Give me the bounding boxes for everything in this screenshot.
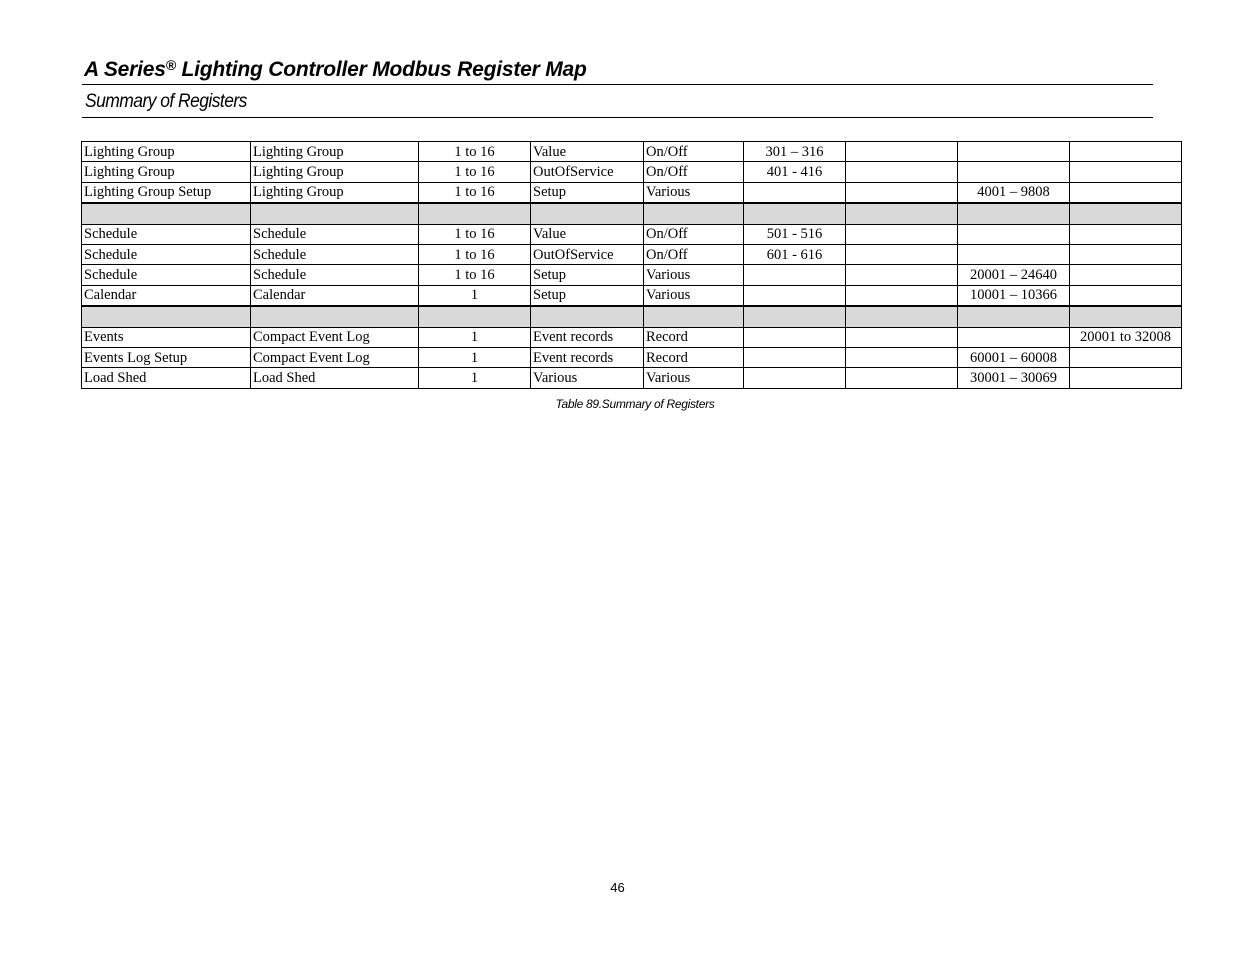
table-cell: Various [644, 285, 744, 306]
table-cell [846, 182, 958, 203]
table-cell [419, 203, 531, 224]
table-separator-row [82, 203, 1182, 224]
table-cell [531, 203, 644, 224]
table-cell: On/Off [644, 224, 744, 244]
table-cell [958, 142, 1070, 162]
table-cell [419, 306, 531, 327]
table-cell: Schedule [82, 224, 251, 244]
table-cell: 1 [419, 327, 531, 347]
table-cell: 1 to 16 [419, 265, 531, 285]
table-cell [846, 327, 958, 347]
table-cell [958, 306, 1070, 327]
table-cell: 10001 – 10366 [958, 285, 1070, 306]
table-cell: Calendar [82, 285, 251, 306]
table-cell: 20001 to 32008 [1070, 327, 1182, 347]
table-cell [644, 203, 744, 224]
table-cell [846, 203, 958, 224]
table-cell: Calendar [251, 285, 419, 306]
table-row [82, 265, 1182, 285]
table-cell: Schedule [251, 265, 419, 285]
table-cell: 1 [419, 347, 531, 367]
table-cell: Event records [531, 327, 644, 347]
table-cell [958, 224, 1070, 244]
table-cell [846, 244, 958, 264]
table-cell: Load Shed [82, 368, 251, 388]
table-cell: 20001 – 24640 [958, 265, 1070, 285]
table-cell [958, 162, 1070, 182]
table-cell: 401 - 416 [744, 162, 846, 182]
table-cell: Compact Event Log [251, 347, 419, 367]
table-cell [846, 162, 958, 182]
table-cell: Load Shed [251, 368, 419, 388]
table-cell [744, 368, 846, 388]
table-cell: 1 [419, 285, 531, 306]
table-cell: Compact Event Log [251, 327, 419, 347]
table-row [82, 285, 1182, 306]
table-cell [531, 306, 644, 327]
table-cell: Lighting Group [82, 142, 251, 162]
table-cell [82, 203, 251, 224]
table-row [82, 244, 1182, 264]
table-caption: Table 89.Summary of Registers [555, 397, 715, 411]
table-cell: 301 – 316 [744, 142, 846, 162]
table-row [82, 224, 1182, 244]
table-cell [744, 327, 846, 347]
table-cell: On/Off [644, 244, 744, 264]
table-separator-row [82, 306, 1182, 327]
table-cell [958, 244, 1070, 264]
table-cell: Value [531, 142, 644, 162]
table-row [82, 162, 1182, 182]
table-row [82, 327, 1182, 347]
table-cell [744, 182, 846, 203]
table-cell [846, 306, 958, 327]
table-cell [846, 347, 958, 367]
table-cell [744, 265, 846, 285]
document-title-rest: Lighting Controller Modbus Register Map [175, 58, 587, 81]
section-divider [82, 117, 1153, 118]
table-cell: 1 to 16 [419, 244, 531, 264]
table-cell: 1 to 16 [419, 182, 531, 203]
table-cell: Record [644, 347, 744, 367]
table-cell [846, 142, 958, 162]
table-cell: Events Log Setup [82, 347, 251, 367]
table-cell [82, 306, 251, 327]
table-cell [744, 203, 846, 224]
table-cell [744, 306, 846, 327]
table-cell [1070, 306, 1182, 327]
table-cell: On/Off [644, 142, 744, 162]
table-cell: Record [644, 327, 744, 347]
table-cell: Setup [531, 285, 644, 306]
table-cell: 1 [419, 368, 531, 388]
table-cell [1070, 162, 1182, 182]
table-cell: 30001 – 30069 [958, 368, 1070, 388]
table-cell: 501 - 516 [744, 224, 846, 244]
document-title [84, 56, 587, 84]
table-cell: 1 to 16 [419, 224, 531, 244]
table-cell [958, 327, 1070, 347]
table-cell: 1 to 16 [419, 142, 531, 162]
table-cell: Lighting Group [251, 162, 419, 182]
table-cell: Lighting Group [82, 162, 251, 182]
table-cell: Setup [531, 182, 644, 203]
table-row [82, 142, 1182, 162]
table-cell: Events [82, 327, 251, 347]
table-cell [1070, 265, 1182, 285]
table-cell [1070, 142, 1182, 162]
table-cell: Schedule [251, 224, 419, 244]
table-cell: OutOfService [531, 162, 644, 182]
table-cell: 601 - 616 [744, 244, 846, 264]
section-title: Summary of Registers [85, 91, 247, 112]
table-cell [1070, 285, 1182, 306]
table-cell [1070, 203, 1182, 224]
table-cell: Setup [531, 265, 644, 285]
table-cell: Various [644, 368, 744, 388]
table-cell: 4001 – 9808 [958, 182, 1070, 203]
table-cell [958, 203, 1070, 224]
table-cell: Lighting Group [251, 142, 419, 162]
table-cell: Various [644, 182, 744, 203]
table-cell [846, 285, 958, 306]
table-cell: Event records [531, 347, 644, 367]
title-divider [82, 84, 1153, 85]
table-cell [744, 285, 846, 306]
table-cell [1070, 347, 1182, 367]
table-cell: Various [644, 265, 744, 285]
table-cell [1070, 182, 1182, 203]
register-table-body [82, 142, 1182, 389]
table-cell: Lighting Group Setup [82, 182, 251, 203]
table-cell [251, 203, 419, 224]
table-cell: On/Off [644, 162, 744, 182]
table-cell [251, 306, 419, 327]
table-row [82, 182, 1182, 203]
table-cell: Schedule [82, 244, 251, 264]
table-cell [846, 265, 958, 285]
table-cell: Lighting Group [251, 182, 419, 203]
register-summary-table [81, 141, 1182, 389]
table-cell: Schedule [251, 244, 419, 264]
table-cell [846, 368, 958, 388]
table-row [82, 368, 1182, 388]
table-cell: Value [531, 224, 644, 244]
table-cell: Various [531, 368, 644, 388]
table-cell [1070, 244, 1182, 264]
table-cell: OutOfService [531, 244, 644, 264]
table-cell [846, 224, 958, 244]
page-number: 46 [610, 880, 625, 895]
table-cell [1070, 368, 1182, 388]
table-cell [1070, 224, 1182, 244]
table-row [82, 347, 1182, 367]
table-cell [644, 306, 744, 327]
table-cell: 1 to 16 [419, 162, 531, 182]
table-cell: Schedule [82, 265, 251, 285]
document-title-main: A Series [84, 58, 166, 81]
table-cell: 60001 – 60008 [958, 347, 1070, 367]
registered-mark: ® [165, 57, 176, 73]
table-cell [744, 347, 846, 367]
